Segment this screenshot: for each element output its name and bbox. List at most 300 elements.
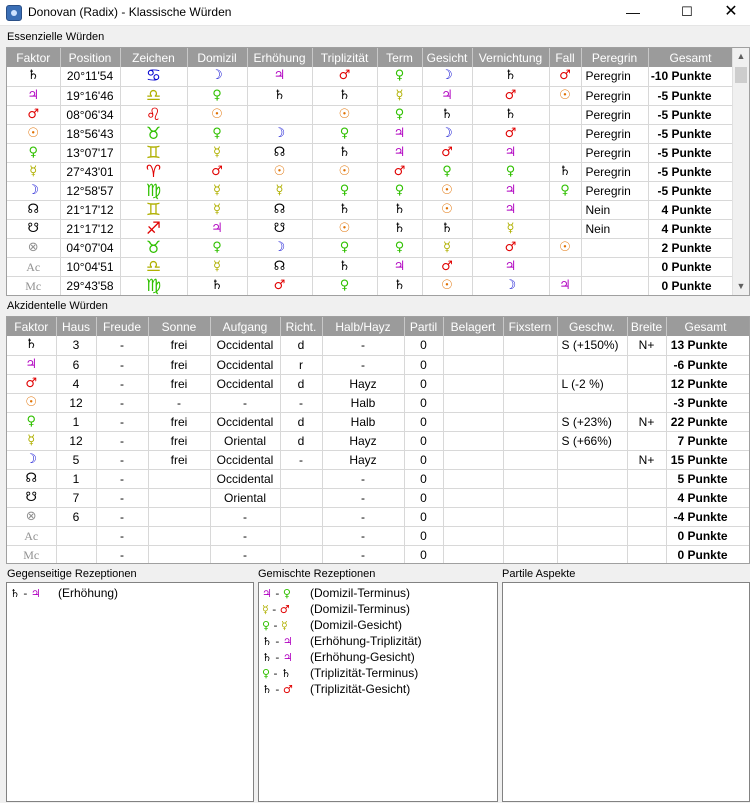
planet-icon: ♂: [279, 603, 290, 616]
direction-cell: [280, 526, 322, 545]
fixed-star-cell: [503, 488, 557, 507]
peregrine-cell: Peregrin: [581, 86, 648, 105]
besieged-cell: [443, 336, 503, 355]
domicile-ruler: [187, 238, 247, 257]
face-ruler-icon: ♄: [441, 106, 453, 122]
factor-symbol: [7, 336, 56, 355]
scroll-up-arrow-icon[interactable]: ▲: [736, 51, 746, 61]
zodiac-sign-icon: ♍: [145, 181, 162, 200]
face-ruler: [422, 200, 472, 219]
accidental-row[interactable]: [7, 469, 749, 488]
halb-hayz-cell: -: [322, 526, 404, 545]
factor-symbol-icon: ♃: [27, 87, 40, 103]
total-cell: -3 Punkte: [666, 393, 749, 412]
planet-pair: [262, 666, 310, 682]
fixed-star-cell: [503, 374, 557, 393]
domicile-ruler-icon: ♀: [212, 125, 222, 141]
accidental-col-header[interactable]: Aufgang: [210, 317, 280, 336]
accidental-row[interactable]: [7, 393, 749, 412]
maximize-button[interactable]: ☐: [681, 4, 693, 19]
fall-ruler-icon: ♀: [560, 182, 570, 198]
face-ruler: [422, 162, 472, 181]
pair-separator: -: [271, 683, 283, 696]
fall-ruler: [549, 105, 581, 124]
position-cell: 12°58'57: [60, 181, 120, 200]
triplicity-ruler-icon: ☉: [338, 220, 351, 236]
reception-item[interactable]: [259, 633, 497, 649]
house-cell: 4: [56, 374, 96, 393]
planet-icon: ♄: [262, 683, 272, 696]
exaltation-ruler: [247, 162, 312, 181]
factor-symbol-icon: ☊: [27, 201, 40, 217]
factor-symbol-icon: ☽: [27, 182, 40, 198]
essential-col-header[interactable]: Fall: [549, 48, 581, 67]
detriment-ruler: [472, 276, 549, 295]
sun-cell: frei: [148, 374, 210, 393]
sun-cell: frei: [148, 336, 210, 355]
essential-col-header[interactable]: Term: [377, 48, 422, 67]
exaltation-ruler: [247, 219, 312, 238]
accidental-row[interactable]: [7, 545, 749, 564]
term-ruler: [377, 143, 422, 162]
detriment-ruler-icon: ♃: [504, 201, 517, 217]
fall-ruler: [549, 162, 581, 181]
essential-row[interactable]: [7, 105, 734, 124]
window-title: Donovan (Radix) - Klassische Würden: [28, 5, 232, 19]
essential-dignities-label: Essenzielle Würden: [7, 31, 105, 43]
essential-row[interactable]: [7, 200, 734, 219]
reception-type: (Domizil-Gesicht): [310, 618, 403, 632]
rising-cell: Oriental: [210, 431, 280, 450]
reception-item[interactable]: [259, 649, 497, 665]
zodiac-sign: [120, 143, 187, 162]
factor-symbol: [7, 238, 60, 257]
domicile-ruler: [187, 105, 247, 124]
triplicity-ruler: [312, 124, 377, 143]
face-ruler-icon: ☉: [441, 201, 453, 217]
accidental-col-header[interactable]: Geschw.: [557, 317, 627, 336]
sun-cell: -: [148, 393, 210, 412]
exaltation-ruler-icon: ☽: [273, 239, 286, 255]
total-cell: 0 Punkte: [648, 276, 734, 295]
besieged-cell: [443, 374, 503, 393]
factor-symbol-icon: Mc: [25, 278, 42, 293]
halb-hayz-cell: Halb: [322, 393, 404, 412]
latitude-cell: [627, 526, 666, 545]
zodiac-sign: [120, 105, 187, 124]
exaltation-ruler-icon: ☊: [273, 258, 286, 274]
planet-icon: ♀: [282, 587, 291, 600]
accidental-col-header[interactable]: Freude: [96, 317, 148, 336]
essential-row[interactable]: [7, 219, 734, 238]
reception-type: (Domizil-Terminus): [310, 602, 411, 616]
triplicity-ruler: [312, 200, 377, 219]
factor-symbol-icon: ⊗: [25, 508, 37, 524]
joy-cell: -: [96, 355, 148, 374]
exaltation-ruler: [247, 67, 312, 86]
factor-symbol: [7, 86, 60, 105]
accidental-col-header[interactable]: Haus: [56, 317, 96, 336]
triplicity-ruler: [312, 67, 377, 86]
reception-type: (Triplizität-Gesicht): [310, 682, 411, 696]
close-button[interactable]: ✕: [724, 3, 738, 20]
essential-row[interactable]: [7, 238, 734, 257]
latitude-cell: [627, 431, 666, 450]
total-cell: 0 Punkte: [666, 545, 749, 564]
exaltation-ruler: [247, 200, 312, 219]
exaltation-ruler-icon: ☋: [273, 220, 286, 236]
zodiac-sign-icon: ♊: [145, 200, 162, 219]
factor-symbol: [7, 488, 56, 507]
accidental-dignities-label: Akzidentelle Würden: [7, 300, 108, 312]
halb-hayz-cell: Hayz: [322, 450, 404, 469]
detriment-ruler-icon: ♃: [504, 144, 517, 160]
essential-col-header[interactable]: Position: [60, 48, 120, 67]
accidental-col-header[interactable]: Sonne: [148, 317, 210, 336]
direction-cell: [280, 488, 322, 507]
domicile-ruler-icon: ☿: [213, 144, 221, 160]
besieged-cell: [443, 393, 503, 412]
house-cell: 6: [56, 355, 96, 374]
sun-cell: [148, 488, 210, 507]
essential-col-header[interactable]: Faktor: [7, 48, 60, 67]
detriment-ruler: [472, 124, 549, 143]
accidental-row[interactable]: [7, 507, 749, 526]
factor-symbol: [7, 124, 60, 143]
term-ruler: [377, 162, 422, 181]
essential-dignities-table[interactable]: [6, 47, 750, 296]
total-cell: 4 Punkte: [666, 488, 749, 507]
detriment-ruler: [472, 143, 549, 162]
house-cell: 12: [56, 393, 96, 412]
peregrine-cell: Nein: [581, 200, 648, 219]
reception-item[interactable]: [259, 585, 497, 601]
sun-cell: frei: [148, 412, 210, 431]
partile-aspects-list[interactable]: [502, 582, 750, 802]
rising-cell: Occidental: [210, 450, 280, 469]
term-ruler: [377, 105, 422, 124]
halb-hayz-cell: Halb: [322, 412, 404, 431]
exaltation-ruler-icon: ☊: [273, 201, 286, 217]
direction-cell: d: [280, 431, 322, 450]
rising-cell: -: [210, 545, 280, 564]
factor-symbol-icon: ☋: [27, 220, 40, 236]
besieged-cell: [443, 488, 503, 507]
house-cell: 3: [56, 336, 96, 355]
factor-symbol-icon: ☽: [25, 451, 38, 467]
fall-ruler: [549, 124, 581, 143]
detriment-ruler: [472, 86, 549, 105]
zodiac-sign: [120, 67, 187, 86]
face-ruler: [422, 124, 472, 143]
face-ruler: [422, 219, 472, 238]
halb-hayz-cell: Hayz: [322, 431, 404, 450]
direction-cell: d: [280, 412, 322, 431]
position-cell: 08°06'34: [60, 105, 120, 124]
planet-icon: ♄: [281, 667, 291, 680]
domicile-ruler-icon: ♂: [211, 163, 223, 179]
house-cell: 12: [56, 431, 96, 450]
partile-cell: 0: [404, 355, 443, 374]
accidental-row[interactable]: [7, 336, 749, 355]
factor-symbol: [7, 276, 60, 295]
reception-item[interactable]: [259, 665, 497, 681]
triplicity-ruler-icon: ♄: [338, 144, 351, 160]
partile-cell: 0: [404, 393, 443, 412]
total-cell: 22 Punkte: [666, 412, 749, 431]
reception-type: (Erhöhung): [58, 586, 119, 600]
essential-col-header[interactable]: Domizil: [187, 48, 247, 67]
triplicity-ruler-icon: ♀: [339, 125, 350, 141]
essential-row[interactable]: [7, 181, 734, 200]
essential-row[interactable]: [7, 276, 734, 295]
reception-item[interactable]: [7, 585, 253, 601]
domicile-ruler-icon: ☿: [213, 182, 221, 198]
peregrine-cell: Peregrin: [581, 162, 648, 181]
accidental-row[interactable]: [7, 526, 749, 545]
triplicity-ruler-icon: ♀: [339, 277, 350, 293]
position-cell: 27°43'01: [60, 162, 120, 181]
total-cell: -5 Punkte: [648, 124, 734, 143]
factor-symbol: [7, 355, 56, 374]
accidental-row[interactable]: [7, 450, 749, 469]
term-ruler-icon: ♃: [393, 125, 406, 141]
triplicity-ruler: [312, 219, 377, 238]
factor-symbol-icon: Ac: [26, 259, 41, 274]
exaltation-ruler: [247, 124, 312, 143]
position-cell: 21°17'12: [60, 200, 120, 219]
face-ruler-icon: ☽: [441, 125, 453, 141]
factor-symbol-icon: ♀: [28, 144, 39, 160]
face-ruler-icon: ☿: [443, 239, 451, 255]
planet-icon: ♀: [262, 667, 271, 680]
exaltation-ruler: [247, 276, 312, 295]
partile-cell: 0: [404, 469, 443, 488]
latitude-cell: [627, 469, 666, 488]
position-cell: 21°17'12: [60, 219, 120, 238]
speed-cell: S (+66%): [557, 431, 627, 450]
term-ruler: [377, 238, 422, 257]
factor-symbol: [7, 545, 56, 564]
latitude-cell: [627, 545, 666, 564]
accidental-row[interactable]: [7, 488, 749, 507]
peregrine-cell: Nein: [581, 219, 648, 238]
accidental-col-header[interactable]: Fixstern: [503, 317, 557, 336]
essential-scrollbar[interactable]: [732, 48, 749, 295]
essential-col-header[interactable]: Gesicht: [422, 48, 472, 67]
speed-cell: [557, 545, 627, 564]
triplicity-ruler: [312, 257, 377, 276]
speed-cell: S (+150%): [557, 336, 627, 355]
accidental-row[interactable]: [7, 374, 749, 393]
rising-cell: -: [210, 507, 280, 526]
fixed-star-cell: [503, 412, 557, 431]
accidental-row[interactable]: [7, 431, 749, 450]
factor-symbol-icon: Ac: [24, 528, 39, 543]
exaltation-ruler: [247, 105, 312, 124]
house-cell: 6: [56, 507, 96, 526]
house-cell: [56, 526, 96, 545]
detriment-ruler-icon: ♀: [505, 163, 516, 179]
detriment-ruler-icon: ♂: [504, 87, 517, 103]
domicile-ruler: [187, 200, 247, 219]
rising-cell: Occidental: [210, 469, 280, 488]
domicile-ruler-icon: ♃: [211, 220, 223, 236]
factor-symbol-icon: ♃: [25, 356, 38, 372]
reception-item[interactable]: [259, 681, 497, 697]
term-ruler-icon: ♃: [393, 144, 406, 160]
exaltation-ruler-icon: ♄: [273, 87, 286, 103]
essential-col-header[interactable]: Vernichtung: [472, 48, 549, 67]
sun-cell: [148, 507, 210, 526]
latitude-cell: [627, 507, 666, 526]
peregrine-cell: [581, 238, 648, 257]
halb-hayz-cell: Hayz: [322, 374, 404, 393]
fixed-star-cell: [503, 355, 557, 374]
speed-cell: [557, 355, 627, 374]
term-ruler-icon: ☿: [395, 87, 404, 103]
mutual-receptions-list[interactable]: [6, 582, 254, 802]
scroll-down-arrow-icon[interactable]: ▼: [736, 281, 746, 291]
exaltation-ruler: [247, 86, 312, 105]
besieged-cell: [443, 412, 503, 431]
exaltation-ruler-icon: ☊: [273, 144, 286, 160]
joy-cell: -: [96, 374, 148, 393]
reception-type: (Erhöhung-Gesicht): [310, 650, 415, 664]
total-cell: 12 Punkte: [666, 374, 749, 393]
domicile-ruler: [187, 276, 247, 295]
accidental-col-header[interactable]: Halb/Hayz: [322, 317, 404, 336]
reception-item[interactable]: [259, 617, 497, 633]
essential-col-header[interactable]: Peregrin: [581, 48, 648, 67]
accidental-row[interactable]: [7, 412, 749, 431]
rising-cell: -: [210, 393, 280, 412]
joy-cell: -: [96, 469, 148, 488]
exaltation-ruler-icon: ♂: [273, 277, 286, 293]
minimize-button[interactable]: —: [626, 4, 640, 20]
halb-hayz-cell: -: [322, 507, 404, 526]
partile-cell: 0: [404, 507, 443, 526]
term-ruler: [377, 276, 422, 295]
domicile-ruler-icon: ♀: [212, 87, 222, 103]
accidental-dignities-table[interactable]: [6, 316, 750, 564]
term-ruler-icon: ♀: [394, 239, 405, 255]
zodiac-sign-icon: ♈: [145, 162, 162, 181]
pair-separator: -: [19, 587, 31, 600]
essential-row[interactable]: [7, 143, 734, 162]
triplicity-ruler: [312, 143, 377, 162]
zodiac-sign-icon: ♍: [145, 276, 162, 295]
total-cell: 4 Punkte: [648, 219, 734, 238]
total-cell: -5 Punkte: [648, 181, 734, 200]
zodiac-sign-icon: ♌: [145, 105, 162, 124]
accidental-col-header[interactable]: Belagert: [443, 317, 503, 336]
essential-col-header[interactable]: Gesamt: [648, 48, 734, 67]
fixed-star-cell: [503, 431, 557, 450]
accidental-col-header[interactable]: Richt.: [280, 317, 322, 336]
factor-symbol-icon: Mc: [23, 547, 40, 562]
domicile-ruler: [187, 124, 247, 143]
accidental-row[interactable]: [7, 355, 749, 374]
essential-col-header[interactable]: Triplizität: [312, 48, 377, 67]
essential-row[interactable]: [7, 162, 734, 181]
partile-cell: 0: [404, 488, 443, 507]
factor-symbol-icon: ♀: [26, 413, 37, 429]
detriment-ruler-icon: ♄: [504, 68, 517, 84]
term-ruler-icon: ♄: [393, 220, 406, 236]
detriment-ruler-icon: ☿: [506, 220, 515, 236]
speed-cell: S (+23%): [557, 412, 627, 431]
zodiac-sign: [120, 124, 187, 143]
position-cell: 29°43'58: [60, 276, 120, 295]
essential-row[interactable]: [7, 86, 734, 105]
planet-icon: ♄: [262, 651, 272, 664]
partile-cell: 0: [404, 431, 443, 450]
term-ruler-icon: ♄: [393, 201, 406, 217]
joy-cell: -: [96, 545, 148, 564]
essential-row[interactable]: [7, 124, 734, 143]
position-cell: 18°56'43: [60, 124, 120, 143]
total-cell: 2 Punkte: [648, 238, 734, 257]
detriment-ruler: [472, 67, 549, 86]
triplicity-ruler-icon: ♄: [338, 258, 351, 274]
rising-cell: Occidental: [210, 336, 280, 355]
total-cell: -5 Punkte: [648, 105, 734, 124]
detriment-ruler-icon: ♃: [504, 258, 517, 274]
detriment-ruler-icon: ☽: [504, 277, 517, 293]
planet-pair: [10, 586, 58, 602]
essential-col-header[interactable]: Erhöhung: [247, 48, 312, 67]
total-cell: -5 Punkte: [648, 143, 734, 162]
planet-icon: ♂: [282, 683, 293, 696]
zodiac-sign: [120, 276, 187, 295]
accidental-col-header[interactable]: Faktor: [7, 317, 56, 336]
fixed-star-cell: [503, 450, 557, 469]
title-bar: [0, 0, 750, 26]
partile-cell: 0: [404, 336, 443, 355]
essential-row[interactable]: [7, 257, 734, 276]
accidental-col-header[interactable]: Gesamt: [666, 317, 749, 336]
scroll-thumb[interactable]: [735, 67, 747, 83]
speed-cell: [557, 469, 627, 488]
triplicity-ruler-icon: ♄: [338, 87, 351, 103]
detriment-ruler: [472, 162, 549, 181]
planet-icon: ♄: [262, 635, 272, 648]
halb-hayz-cell: -: [322, 469, 404, 488]
accidental-col-header[interactable]: Breite: [627, 317, 666, 336]
triplicity-ruler: [312, 238, 377, 257]
factor-symbol: [7, 181, 60, 200]
essential-row[interactable]: [7, 67, 734, 86]
essential-col-header[interactable]: Zeichen: [120, 48, 187, 67]
fixed-star-cell: [503, 507, 557, 526]
reception-item[interactable]: [259, 601, 497, 617]
speed-cell: L (-2 %): [557, 374, 627, 393]
face-ruler-icon: ☉: [441, 182, 453, 198]
domicile-ruler: [187, 143, 247, 162]
partile-cell: 0: [404, 545, 443, 564]
position-cell: 19°16'46: [60, 86, 120, 105]
fall-ruler-icon: ☉: [559, 87, 571, 103]
face-ruler: [422, 86, 472, 105]
factor-symbol: [7, 450, 56, 469]
besieged-cell: [443, 355, 503, 374]
mixed-receptions-list[interactable]: [258, 582, 498, 802]
accidental-col-header[interactable]: Partil: [404, 317, 443, 336]
factor-symbol: [7, 412, 56, 431]
factor-symbol: [7, 257, 60, 276]
speed-cell: [557, 526, 627, 545]
